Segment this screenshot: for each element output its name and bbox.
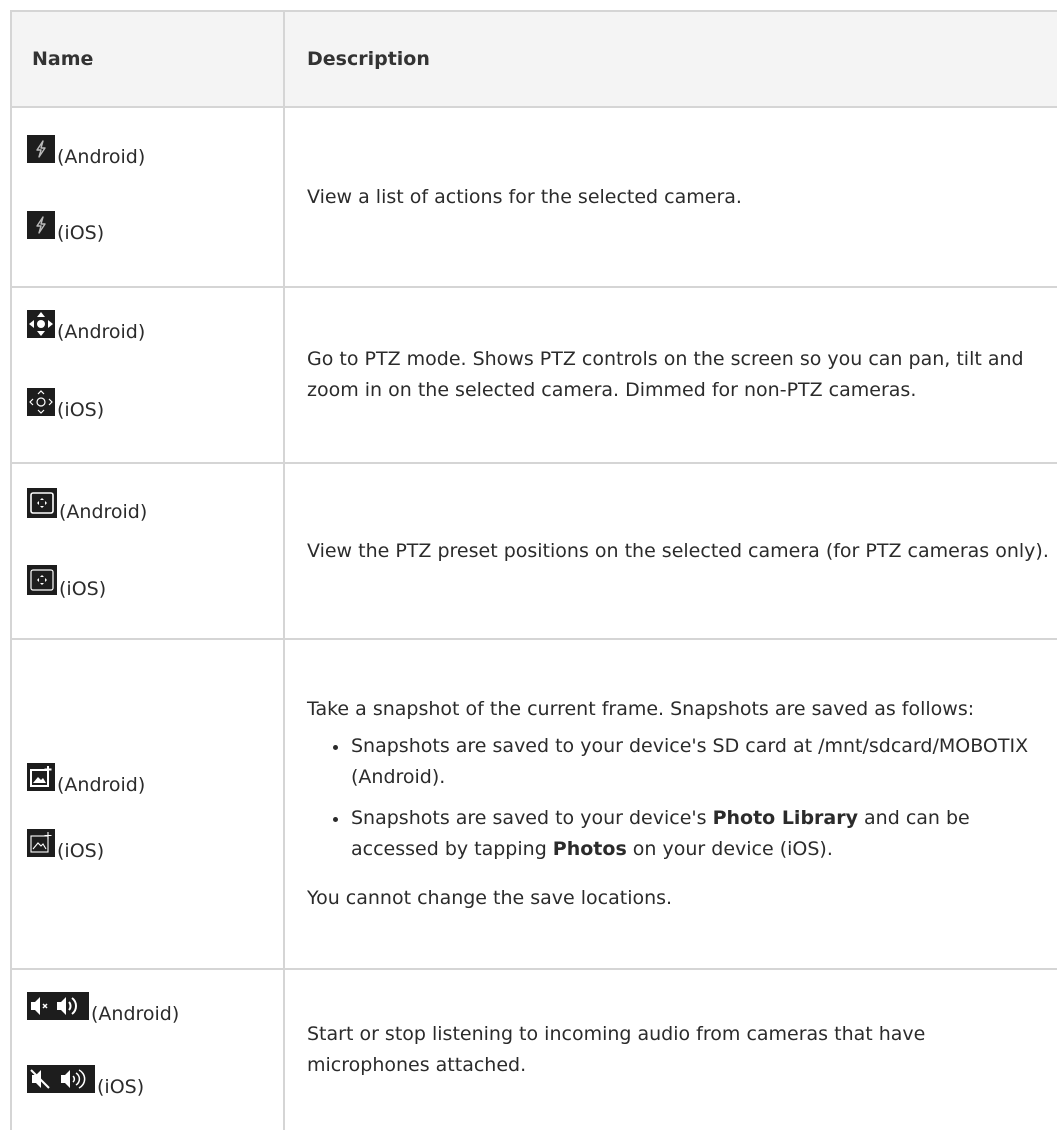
ios-label: (iOS) bbox=[97, 1076, 145, 1098]
ptz-move-outline-icon bbox=[27, 388, 55, 416]
ios-label: (iOS) bbox=[57, 399, 105, 421]
android-label: (Android) bbox=[57, 146, 146, 168]
android-label: (Android) bbox=[59, 501, 148, 523]
ios-label: (iOS) bbox=[59, 578, 107, 600]
snapshot-intro: Take a snapshot of the current frame. Snapshots are saved as follows: bbox=[307, 698, 975, 720]
table-row bbox=[10, 108, 1057, 288]
ios-entry bbox=[27, 565, 107, 600]
icon-table bbox=[10, 10, 1057, 1130]
ptz-move-icon bbox=[27, 310, 55, 338]
row-description: View the PTZ preset positions on the selected camera (for PTZ cameras only). bbox=[307, 539, 1049, 562]
row-description: Go to PTZ mode. Shows PTZ controls on the screen so you can pan, tilt and zoom in on the selected camera. Dimmed for non-PTZ cameras. bbox=[307, 348, 1024, 401]
ios-entry bbox=[27, 1065, 145, 1098]
ptz-preset-icon bbox=[27, 488, 57, 518]
snapshot-icon bbox=[27, 763, 55, 791]
android-entry bbox=[27, 135, 146, 168]
table-row bbox=[10, 288, 1057, 464]
row-description: View a list of actions for the selected camera. bbox=[307, 185, 742, 208]
android-label: (Android) bbox=[57, 774, 146, 796]
android-label: (Android) bbox=[57, 321, 146, 343]
audio-toggle-icon bbox=[27, 1065, 95, 1093]
android-entry bbox=[27, 488, 148, 523]
ptz-preset-icon bbox=[27, 565, 57, 595]
ios-label: (iOS) bbox=[57, 222, 105, 244]
snapshot-outro: You cannot change the save locations. bbox=[307, 887, 673, 909]
android-label: (Android) bbox=[91, 1003, 180, 1025]
lightning-icon bbox=[27, 135, 55, 163]
list-item: Snapshots are saved to your device's Photo Library and can be accessed by tapping Photos on your device (iOS). bbox=[351, 803, 1050, 865]
lightning-icon bbox=[27, 211, 55, 239]
row-description: Start or stop listening to incoming audio from cameras that have microphones attached. bbox=[307, 1023, 926, 1076]
ios-entry bbox=[27, 211, 105, 244]
photos-term: Photos bbox=[552, 838, 627, 860]
audio-toggle-icon bbox=[27, 992, 89, 1020]
table-row bbox=[10, 640, 1057, 970]
snapshot-outline-icon bbox=[27, 829, 55, 857]
photo-library-term: Photo Library bbox=[712, 807, 858, 829]
table-row bbox=[10, 464, 1057, 640]
table-header bbox=[10, 12, 1057, 108]
ios-label: (iOS) bbox=[57, 840, 105, 862]
android-entry bbox=[27, 992, 180, 1025]
ios-entry bbox=[27, 829, 105, 862]
table-row bbox=[10, 970, 1057, 1130]
header-name: Name bbox=[10, 12, 285, 106]
ios-entry bbox=[27, 388, 105, 421]
list-item: Snapshots are saved to your device's SD card at /mnt/sdcard/MOBOTIX (Android). bbox=[351, 731, 1050, 793]
header-description: Description bbox=[307, 48, 430, 70]
android-entry bbox=[27, 310, 146, 343]
snapshot-location-list bbox=[307, 731, 1050, 875]
android-entry bbox=[27, 763, 146, 796]
